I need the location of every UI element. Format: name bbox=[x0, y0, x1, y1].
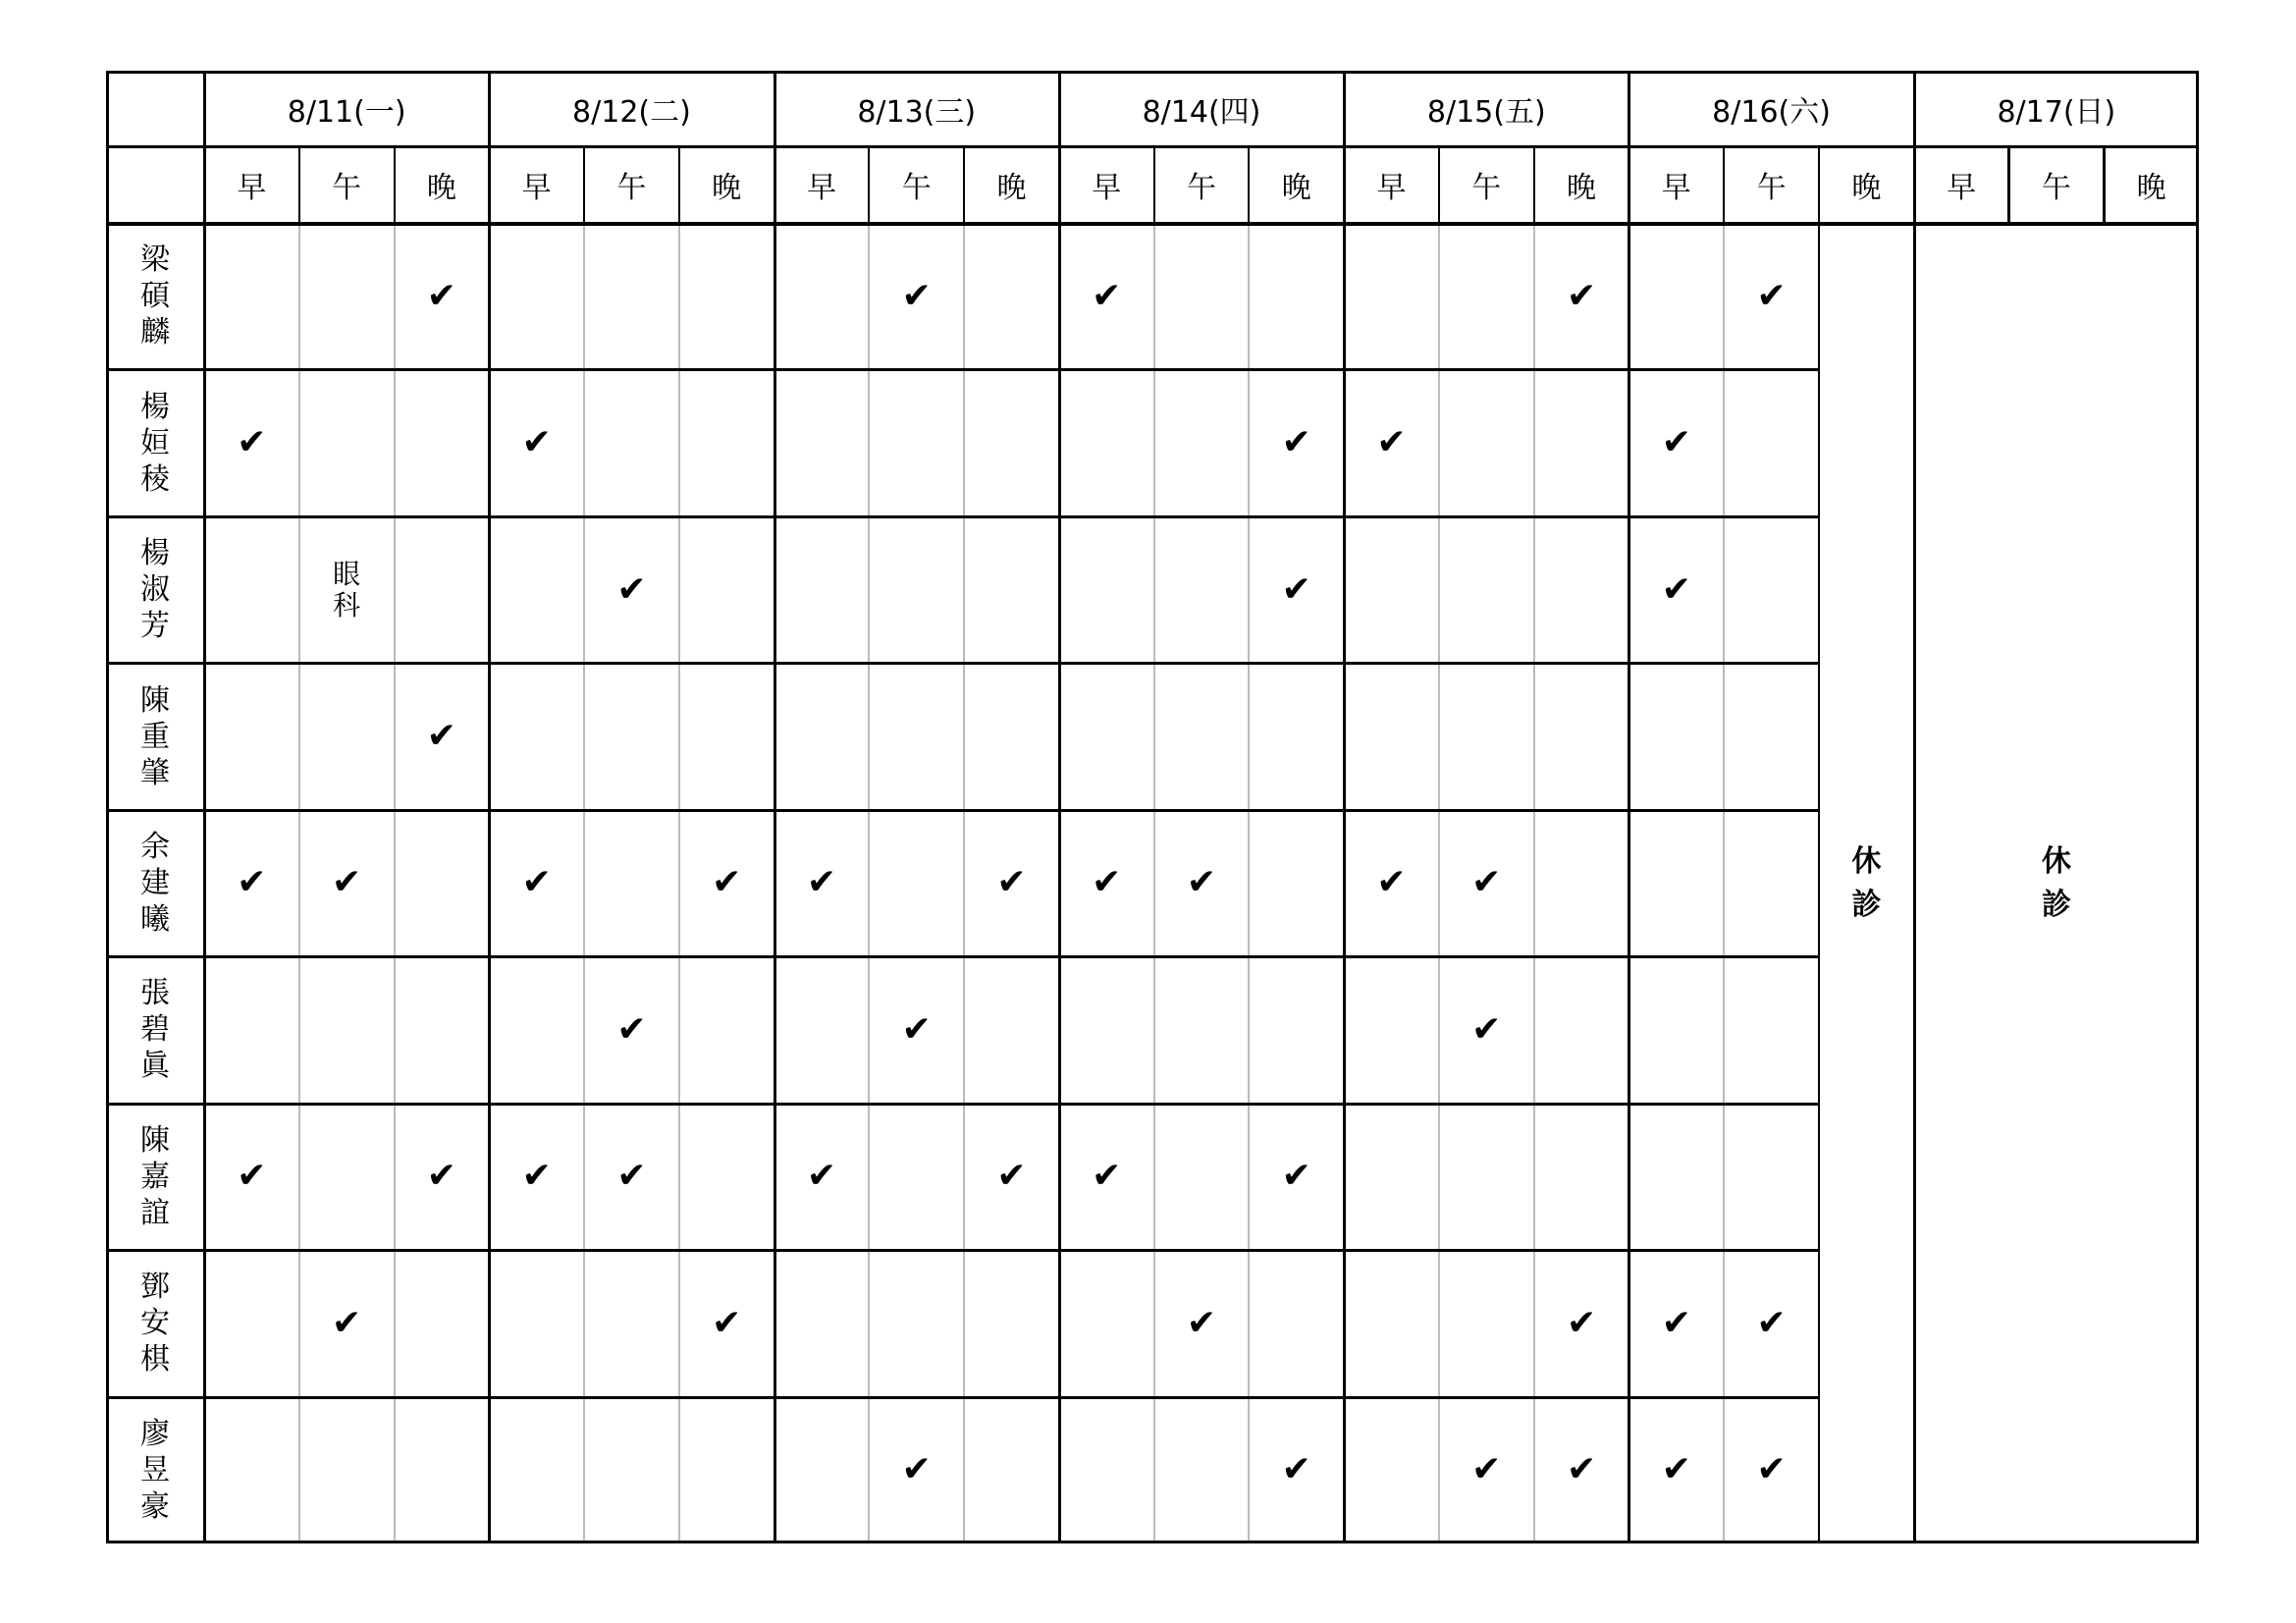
slot-header-label: 午 bbox=[1186, 171, 1216, 205]
slot-header-label: 晚 bbox=[426, 171, 456, 205]
slot-header-label: 晚 bbox=[996, 171, 1027, 205]
slot-header-label: 午 bbox=[901, 171, 932, 205]
check-mark-icon: ✔ bbox=[521, 862, 552, 903]
check-mark-icon: ✔ bbox=[1471, 1449, 1502, 1490]
slot-header-label: 晚 bbox=[2136, 171, 2166, 205]
day-header-date: 8/11(一) bbox=[287, 94, 406, 130]
check-mark-icon: ✔ bbox=[901, 275, 932, 316]
check-mark-icon: ✔ bbox=[616, 1156, 647, 1197]
day-header-date: 8/15(五) bbox=[1426, 94, 1546, 130]
doctor-name: 楊 淑 芳 bbox=[140, 536, 170, 644]
slot-header-label: 午 bbox=[1756, 171, 1787, 205]
doctor-name: 廖 昱 豪 bbox=[140, 1416, 170, 1524]
check-mark-icon: ✔ bbox=[1281, 1156, 1311, 1197]
day-header-date: 8/13(三) bbox=[857, 94, 977, 130]
doctor-name: 余 建 曦 bbox=[140, 829, 170, 937]
check-mark-icon: ✔ bbox=[1566, 275, 1597, 316]
slot-header-label: 早 bbox=[521, 171, 552, 205]
slot-header-label: 早 bbox=[1947, 171, 1977, 205]
check-mark-icon: ✔ bbox=[1092, 862, 1122, 903]
doctor-name: 楊 姮 稜 bbox=[140, 389, 170, 497]
check-mark-icon: ✔ bbox=[712, 1302, 742, 1343]
check-mark-icon: ✔ bbox=[426, 1156, 456, 1197]
check-mark-icon: ✔ bbox=[237, 1156, 267, 1197]
check-mark-icon: ✔ bbox=[1756, 1302, 1787, 1343]
check-mark-icon: ✔ bbox=[1186, 1302, 1217, 1343]
sunday-closed-label: 休 診 bbox=[2041, 843, 2071, 922]
check-mark-icon: ✔ bbox=[1756, 1449, 1787, 1490]
slot-header-label: 早 bbox=[806, 171, 836, 205]
check-mark-icon: ✔ bbox=[616, 568, 647, 610]
check-mark-icon: ✔ bbox=[521, 422, 552, 463]
slot-header-label: 午 bbox=[2041, 171, 2071, 205]
check-mark-icon: ✔ bbox=[1661, 1302, 1691, 1343]
check-mark-icon: ✔ bbox=[616, 1008, 647, 1050]
check-mark-icon: ✔ bbox=[1376, 862, 1407, 903]
check-mark-icon: ✔ bbox=[521, 1156, 552, 1197]
slot-header-label: 晚 bbox=[1281, 171, 1311, 205]
day-header-date: 8/17(日) bbox=[1997, 94, 2116, 130]
doctor-name: 陳 重 肇 bbox=[140, 682, 170, 790]
check-mark-icon: ✔ bbox=[996, 862, 1027, 903]
day-header-date: 8/12(二) bbox=[572, 94, 691, 130]
clinic-note-text: 眼 科 bbox=[333, 557, 361, 622]
check-mark-icon: ✔ bbox=[1661, 1449, 1691, 1490]
slot-header-label: 早 bbox=[1376, 171, 1407, 205]
clinic-schedule-table bbox=[106, 71, 2199, 1543]
check-mark-icon: ✔ bbox=[1566, 1449, 1597, 1490]
check-mark-icon: ✔ bbox=[1661, 422, 1691, 463]
check-mark-icon: ✔ bbox=[1566, 1302, 1597, 1343]
check-mark-icon: ✔ bbox=[1756, 275, 1787, 316]
check-mark-icon: ✔ bbox=[426, 716, 456, 757]
saturday-evening-closed-label: 休 診 bbox=[1851, 843, 1882, 922]
check-mark-icon: ✔ bbox=[332, 862, 362, 903]
day-header-date: 8/16(六) bbox=[1712, 94, 1831, 130]
check-mark-icon: ✔ bbox=[1471, 862, 1502, 903]
check-mark-icon: ✔ bbox=[901, 1008, 932, 1050]
check-mark-icon: ✔ bbox=[1661, 568, 1691, 610]
doctor-name: 張 碧 眞 bbox=[140, 976, 170, 1084]
check-mark-icon: ✔ bbox=[806, 1156, 837, 1197]
check-mark-icon: ✔ bbox=[237, 862, 267, 903]
check-mark-icon: ✔ bbox=[426, 275, 456, 316]
check-mark-icon: ✔ bbox=[1186, 862, 1217, 903]
doctor-name: 梁 碩 麟 bbox=[140, 243, 170, 351]
check-mark-icon: ✔ bbox=[1281, 1449, 1311, 1490]
day-header-date: 8/14(四) bbox=[1142, 94, 1261, 130]
check-mark-icon: ✔ bbox=[996, 1156, 1027, 1197]
check-mark-icon: ✔ bbox=[1376, 422, 1407, 463]
check-mark-icon: ✔ bbox=[806, 862, 837, 903]
doctor-name: 陳 嘉 誼 bbox=[140, 1122, 170, 1230]
slot-header-label: 早 bbox=[1661, 171, 1691, 205]
slot-header-label: 早 bbox=[237, 171, 267, 205]
check-mark-icon: ✔ bbox=[332, 1302, 362, 1343]
slot-header-label: 晚 bbox=[712, 171, 742, 205]
slot-header-label: 午 bbox=[1471, 171, 1502, 205]
slot-header-label: 晚 bbox=[1567, 171, 1597, 205]
check-mark-icon: ✔ bbox=[1281, 568, 1311, 610]
check-mark-icon: ✔ bbox=[1281, 422, 1311, 463]
slot-header-label: 午 bbox=[332, 171, 362, 205]
doctor-name: 鄧 安 棋 bbox=[140, 1270, 170, 1378]
check-mark-icon: ✔ bbox=[237, 422, 267, 463]
slot-header-label: 午 bbox=[616, 171, 647, 205]
check-mark-icon: ✔ bbox=[1471, 1008, 1502, 1050]
check-mark-icon: ✔ bbox=[712, 862, 742, 903]
day-column-border bbox=[1343, 71, 1346, 1543]
slot-header-label: 晚 bbox=[1851, 171, 1882, 205]
slot-header-label: 早 bbox=[1092, 171, 1122, 205]
check-mark-icon: ✔ bbox=[1092, 275, 1122, 316]
check-mark-icon: ✔ bbox=[1092, 1156, 1122, 1197]
check-mark-icon: ✔ bbox=[901, 1449, 932, 1490]
